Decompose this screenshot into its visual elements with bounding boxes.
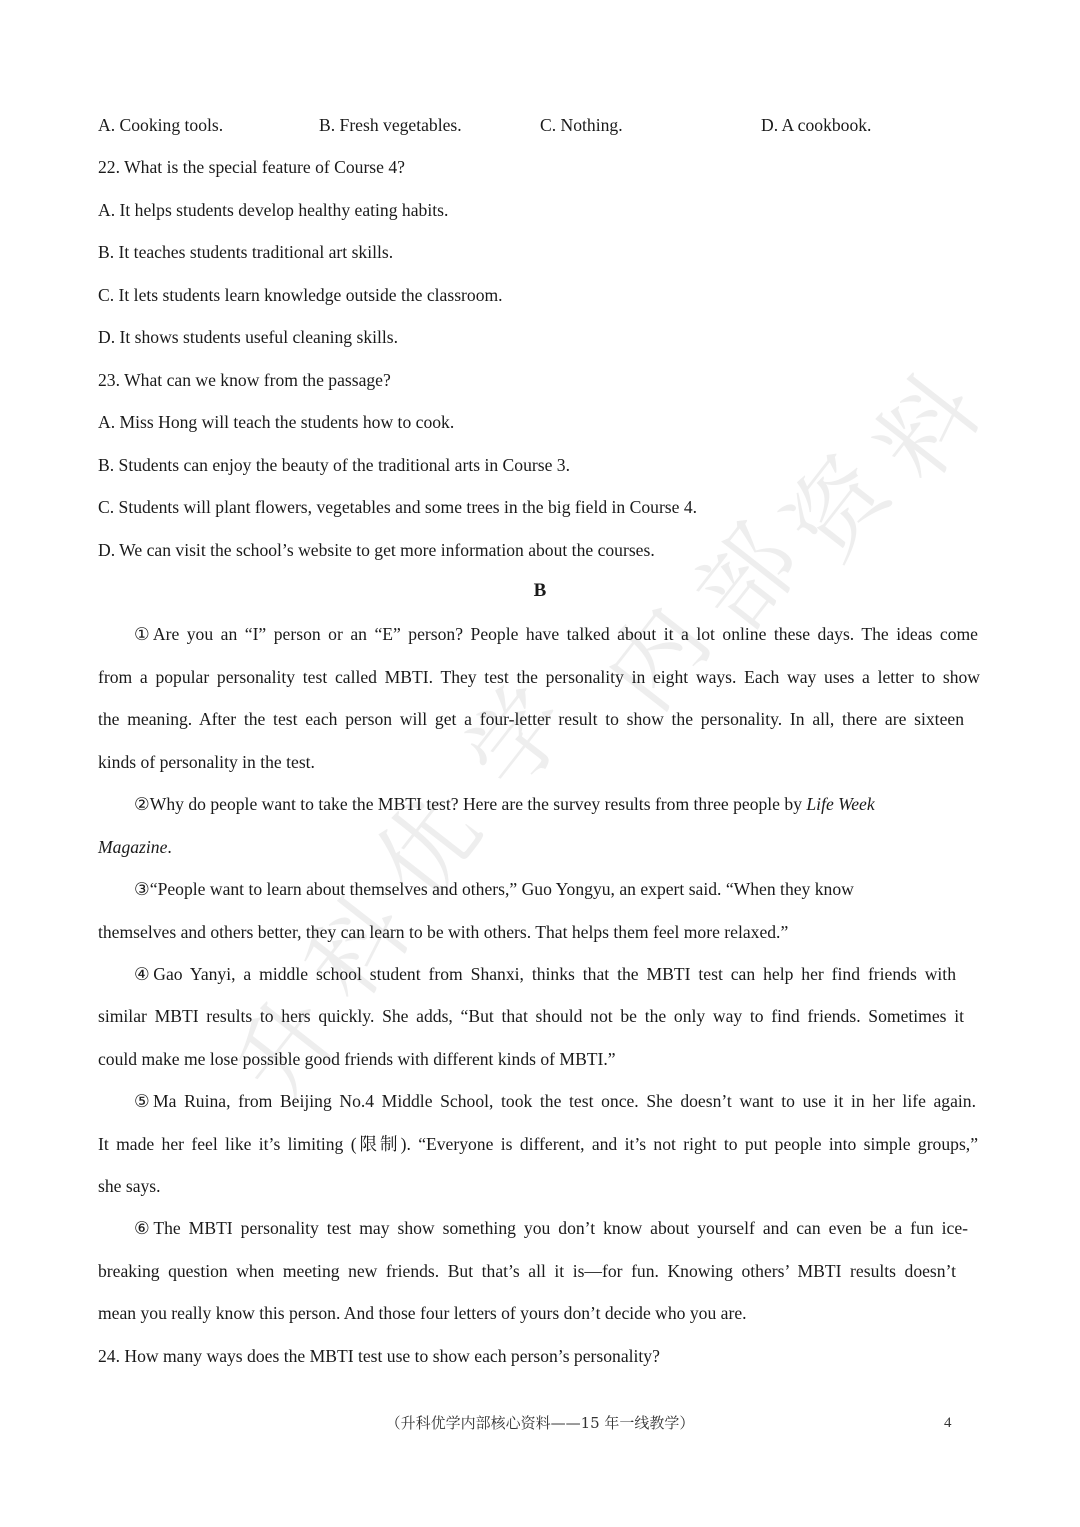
passage-p4-line2: similar MBTI results to hers quickly. She adds, “But that should not be the only way to find friends. Sometimes it — [98, 1006, 964, 1026]
page-number: 4 — [944, 1415, 952, 1431]
passage-p4-line3: could make me lose possible good friends with different kinds of MBTI.” — [98, 1049, 616, 1069]
q21-option-c: C. Nothing. — [540, 115, 623, 135]
q23-question: 23. What can we know from the passage? — [98, 370, 391, 390]
watermark-char: 部 — [674, 505, 822, 651]
passage-p6-line3: mean you really know this person. And those four letters of yours don’t decide who you are. — [98, 1303, 747, 1323]
magazine-title-part2: Magazine — [98, 837, 168, 857]
watermark-char: 内 — [584, 585, 732, 731]
passage-p3-line2: themselves and others better, they can learn to be with others. That helps them feel more relaxed.” — [98, 922, 789, 942]
page-footer: （升科优学内部核心资料——15 年一线教学） — [385, 1414, 695, 1432]
passage-p2-end: . — [167, 837, 172, 857]
q21-option-d: D. A cookbook. — [761, 115, 872, 135]
passage-p2-line2 — [98, 835, 172, 859]
q22-option-d: D. It shows students useful cleaning skills. — [98, 327, 399, 347]
q22-option-c: C. It lets students learn knowledge outside the classroom. — [98, 285, 503, 305]
q21-option-b: B. Fresh vegetables. — [319, 115, 462, 135]
q21-option-a: A. Cooking tools. — [98, 115, 224, 135]
passage-p5-line1: ⑤Ma Ruina, from Beijing No.4 Middle School, took the test once. She doesn’t want to use it in her life again. — [134, 1091, 976, 1111]
q24-question: 24. How many ways does the MBTI test use to show each person’s personality? — [98, 1346, 660, 1366]
magazine-title-part1: Life Week — [806, 794, 875, 814]
passage-p2-line1 — [134, 792, 875, 816]
q23-option-a: A. Miss Hong will teach the students how to cook. — [98, 412, 455, 432]
passage-p4-line1: ④Gao Yanyi, a middle school student from Shanxi, thinks that the MBTI test can help her find friends with — [134, 964, 956, 984]
watermark-char: 学 — [444, 665, 592, 811]
watermark-char: 料 — [854, 355, 1002, 501]
q23-option-c: C. Students will plant flowers, vegetables and some trees in the big field in Course 4. — [98, 497, 698, 517]
passage-p1-line3: the meaning. After the test each person will get a four-letter result to show the personality. In all, there are sixteen — [98, 709, 964, 729]
watermark-char: 优 — [354, 775, 502, 921]
q22-question: 22. What is the special feature of Course 4? — [98, 157, 405, 177]
section-title: B — [533, 580, 547, 601]
passage-p1-line4: kinds of personality in the test. — [98, 752, 315, 772]
watermark-char: 科 — [284, 875, 432, 1021]
passage-p1-line2: from a popular personality test called MBTI. They test the personality in eight ways. Each way uses a letter to show — [98, 667, 980, 687]
passage-p3-line1: ③“People want to learn about themselves and others,” Guo Yongyu, an expert said. “When they know — [134, 879, 854, 899]
q22-option-a: A. It helps students develop healthy eating habits. — [98, 200, 449, 220]
watermark-char: 资 — [764, 435, 912, 581]
q23-option-b: B. Students can enjoy the beauty of the traditional arts in Course 3. — [98, 455, 570, 475]
passage-p5-line2: It made her feel like it’s limiting (限制). “Everyone is different, and it’s not right to put people into simple groups,” — [98, 1134, 978, 1154]
passage-p6-line1: ⑥The MBTI personality test may show something you don’t know about yourself and can even be a fun ice- — [134, 1218, 968, 1238]
passage-p1-line1: ①Are you an “I” person or an “E” person? People have talked about it a lot online these days. The ideas come — [134, 624, 978, 644]
q22-option-b: B. It teaches students traditional art skills. — [98, 242, 394, 262]
passage-p5-line3: she says. — [98, 1176, 161, 1196]
q23-option-d: D. We can visit the school’s website to get more information about the courses. — [98, 540, 655, 560]
passage-p2-text: ②Why do people want to take the MBTI test? Here are the survey results from three people by — [134, 794, 807, 814]
watermark-char: 升 — [214, 975, 362, 1121]
passage-p6-line2: breaking question when meeting new friends. But that’s all it is—for fun. Knowing others’ MBTI results doesn’t — [98, 1261, 956, 1281]
